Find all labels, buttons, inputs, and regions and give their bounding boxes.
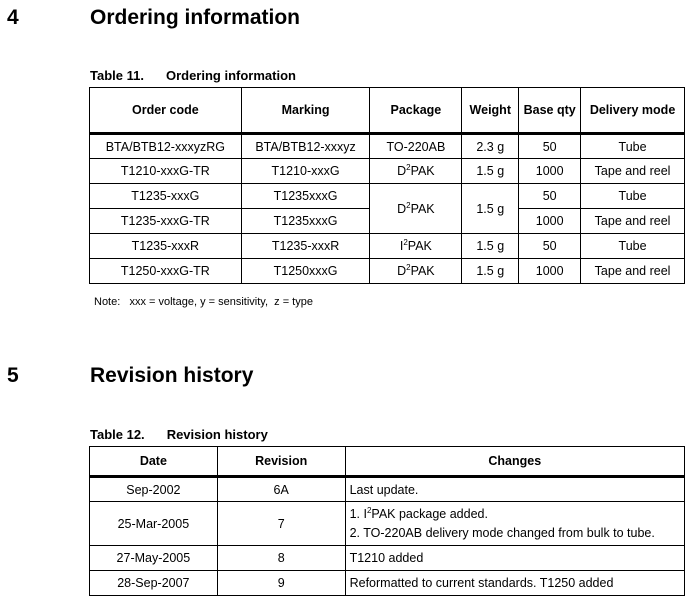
section-4-title: Ordering information <box>90 6 300 29</box>
package-text: PAK <box>410 201 435 216</box>
header-base-qty: Base qty <box>519 88 581 134</box>
date-cell: 25-Mar-2005 <box>90 502 218 546</box>
section-5-number: 5 <box>7 364 19 387</box>
table-12-caption <box>90 427 268 442</box>
table-12-label: Table 12. <box>90 427 145 442</box>
package-text: I <box>399 239 404 253</box>
base-qty-cell: 50 <box>519 184 581 209</box>
header-package: Package <box>370 88 462 134</box>
package-text: PAK <box>407 239 432 253</box>
header-date: Date <box>90 447 218 477</box>
header-revision: Revision <box>217 447 345 477</box>
change-line: 2. TO-220AB delivery mode changed from bulk to tube. <box>349 525 655 540</box>
weight-cell: 1.5 g <box>462 159 519 184</box>
package-cell: TO-220AB <box>370 134 462 159</box>
table-row <box>90 259 685 284</box>
header-weight: Weight <box>462 88 519 134</box>
base-qty-cell: 50 <box>519 134 581 159</box>
table-row <box>90 184 685 209</box>
revision-cell: 6A <box>217 477 345 502</box>
table-11-caption <box>90 68 296 83</box>
marking-cell: BTA/BTB12-xxxyz <box>241 134 370 159</box>
revision-cell: 8 <box>217 546 345 571</box>
changes-cell: Last update. <box>345 477 684 502</box>
revision-cell: 7 <box>217 502 345 546</box>
weight-cell: 1.5 g <box>462 234 519 259</box>
table-row <box>90 134 685 159</box>
section-5-title: Revision history <box>90 364 254 387</box>
revision-cell: 9 <box>217 571 345 596</box>
order-code-cell: T1250-xxxG-TR <box>90 259 242 284</box>
section-4-number: 4 <box>7 6 19 29</box>
header-marking: Marking <box>241 88 370 134</box>
package-text: PAK <box>410 164 435 178</box>
changes-cell: T1210 added <box>345 546 684 571</box>
base-qty-cell: 1000 <box>519 209 581 234</box>
table-11-label: Table 11. <box>90 68 144 83</box>
table-row <box>90 571 685 596</box>
date-cell: 27-May-2005 <box>90 546 218 571</box>
package-text: D <box>397 264 407 278</box>
weight-cell: 2.3 g <box>462 134 519 159</box>
delivery-cell: Tube <box>581 134 685 159</box>
package-sup: 2 <box>406 200 411 210</box>
package-text: D <box>397 164 407 178</box>
table-11-title: Ordering information <box>165 68 296 83</box>
table-row <box>90 159 685 184</box>
delivery-cell: Tube <box>581 184 685 209</box>
package-text: D <box>397 201 407 216</box>
header-order-code: Order code <box>90 88 242 134</box>
marking-cell: T1235xxxG <box>241 209 370 234</box>
table-12-title: Revision history <box>166 427 268 442</box>
change-text: PAK package added. <box>371 506 488 521</box>
order-code-cell: T1235-xxxG-TR <box>90 209 242 234</box>
ordering-table <box>89 87 685 284</box>
weight-cell: 1.5 g <box>462 259 519 284</box>
changes-cell: Reformatted to current standards. T1250 added <box>345 571 684 596</box>
order-code-cell: BTA/BTB12-xxxyzRG <box>90 134 242 159</box>
table-row <box>90 234 685 259</box>
header-changes: Changes <box>345 447 684 477</box>
delivery-cell: Tape and reel <box>581 209 685 234</box>
package-sup: 2 <box>406 163 411 172</box>
table-row <box>90 477 685 502</box>
base-qty-cell: 1000 <box>519 259 581 284</box>
date-cell: Sep-2002 <box>90 477 218 502</box>
changes-cell <box>345 502 684 546</box>
package-sup: 2 <box>406 263 411 272</box>
delivery-cell: Tape and reel <box>581 259 685 284</box>
marking-cell: T1235xxxG <box>241 184 370 209</box>
header-delivery-mode: Delivery mode <box>581 88 685 134</box>
table-row <box>90 546 685 571</box>
table-row <box>90 502 685 546</box>
marking-cell: T1235-xxxR <box>241 234 370 259</box>
ordering-note: Note: xxx = voltage, y = sensitivity, z = type <box>94 296 313 308</box>
package-cell <box>370 234 462 259</box>
base-qty-cell: 1000 <box>519 159 581 184</box>
package-text: PAK <box>410 264 435 278</box>
delivery-cell: Tape and reel <box>581 159 685 184</box>
base-qty-cell: 50 <box>519 234 581 259</box>
order-code-cell: T1210-xxxG-TR <box>90 159 242 184</box>
revision-table <box>89 446 685 596</box>
package-cell <box>370 159 462 184</box>
order-code-cell: T1235-xxxR <box>90 234 242 259</box>
change-sup: 2 <box>366 505 372 515</box>
change-text: 1. I <box>349 506 367 521</box>
package-sup: 2 <box>403 238 408 247</box>
date-cell: 28-Sep-2007 <box>90 571 218 596</box>
order-code-cell: T1235-xxxG <box>90 184 242 209</box>
delivery-cell: Tube <box>581 234 685 259</box>
weight-cell: 1.5 g <box>462 184 519 234</box>
marking-cell: T1250xxxG <box>241 259 370 284</box>
package-cell <box>370 184 462 234</box>
change-line <box>350 505 684 524</box>
package-cell <box>370 259 462 284</box>
marking-cell: T1210-xxxG <box>241 159 370 184</box>
